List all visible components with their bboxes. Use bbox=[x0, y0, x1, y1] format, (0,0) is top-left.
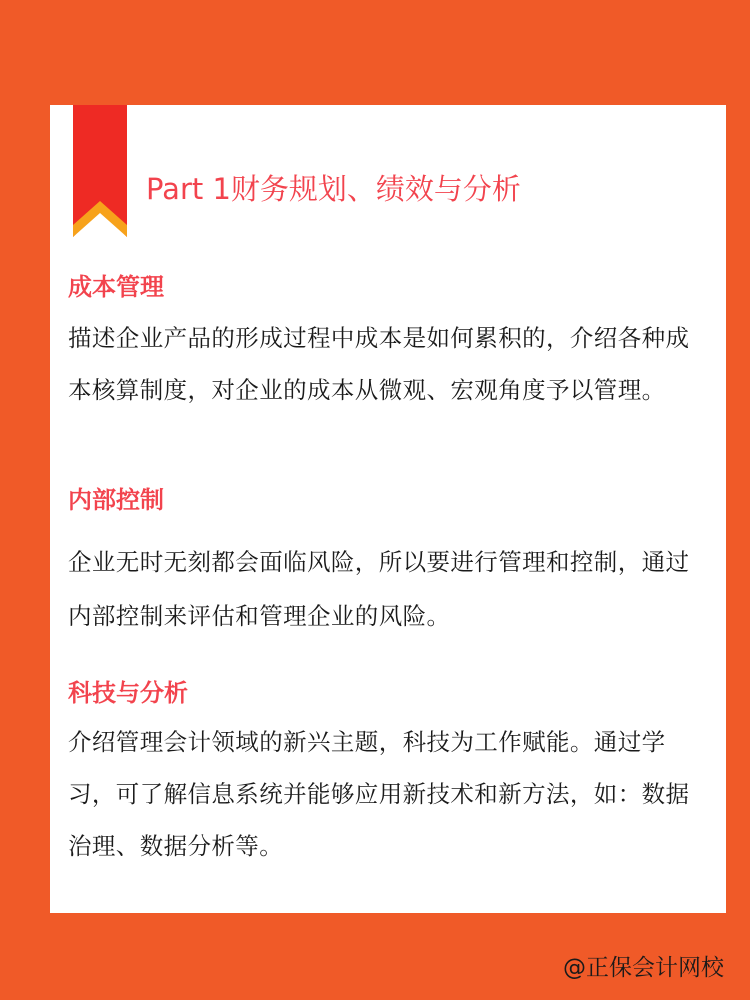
ribbon-body bbox=[73, 105, 127, 237]
section-heading-tech-analysis: 科技与分析 bbox=[68, 679, 188, 707]
watermark: @正保会计网校 bbox=[563, 955, 724, 981]
content-card bbox=[50, 105, 726, 913]
bookmark-ribbon-icon bbox=[73, 105, 127, 237]
section-body-tech-analysis: 介绍管理会计领域的新兴主题，科技为工作赋能。通过学习，可了解信息系统并能够应用新技术和新方法，如：数据治理、数据分析等。 bbox=[68, 728, 690, 860]
page-title: Part 1财务规划、绩效与分析 bbox=[146, 172, 521, 206]
section-heading-cost-management: 成本管理 bbox=[68, 273, 164, 301]
section-body-internal-control: 企业无时无刻都会面临风险，所以要进行管理和控制，通过内部控制来评估和管理企业的风险。 bbox=[68, 548, 690, 630]
section-body-cost-management: 描述企业产品的形成过程中成本是如何累积的，介绍各种成本核算制度，对企业的成本从微观、宏观角度予以管理。 bbox=[68, 324, 690, 404]
section-heading-internal-control: 内部控制 bbox=[68, 486, 164, 514]
